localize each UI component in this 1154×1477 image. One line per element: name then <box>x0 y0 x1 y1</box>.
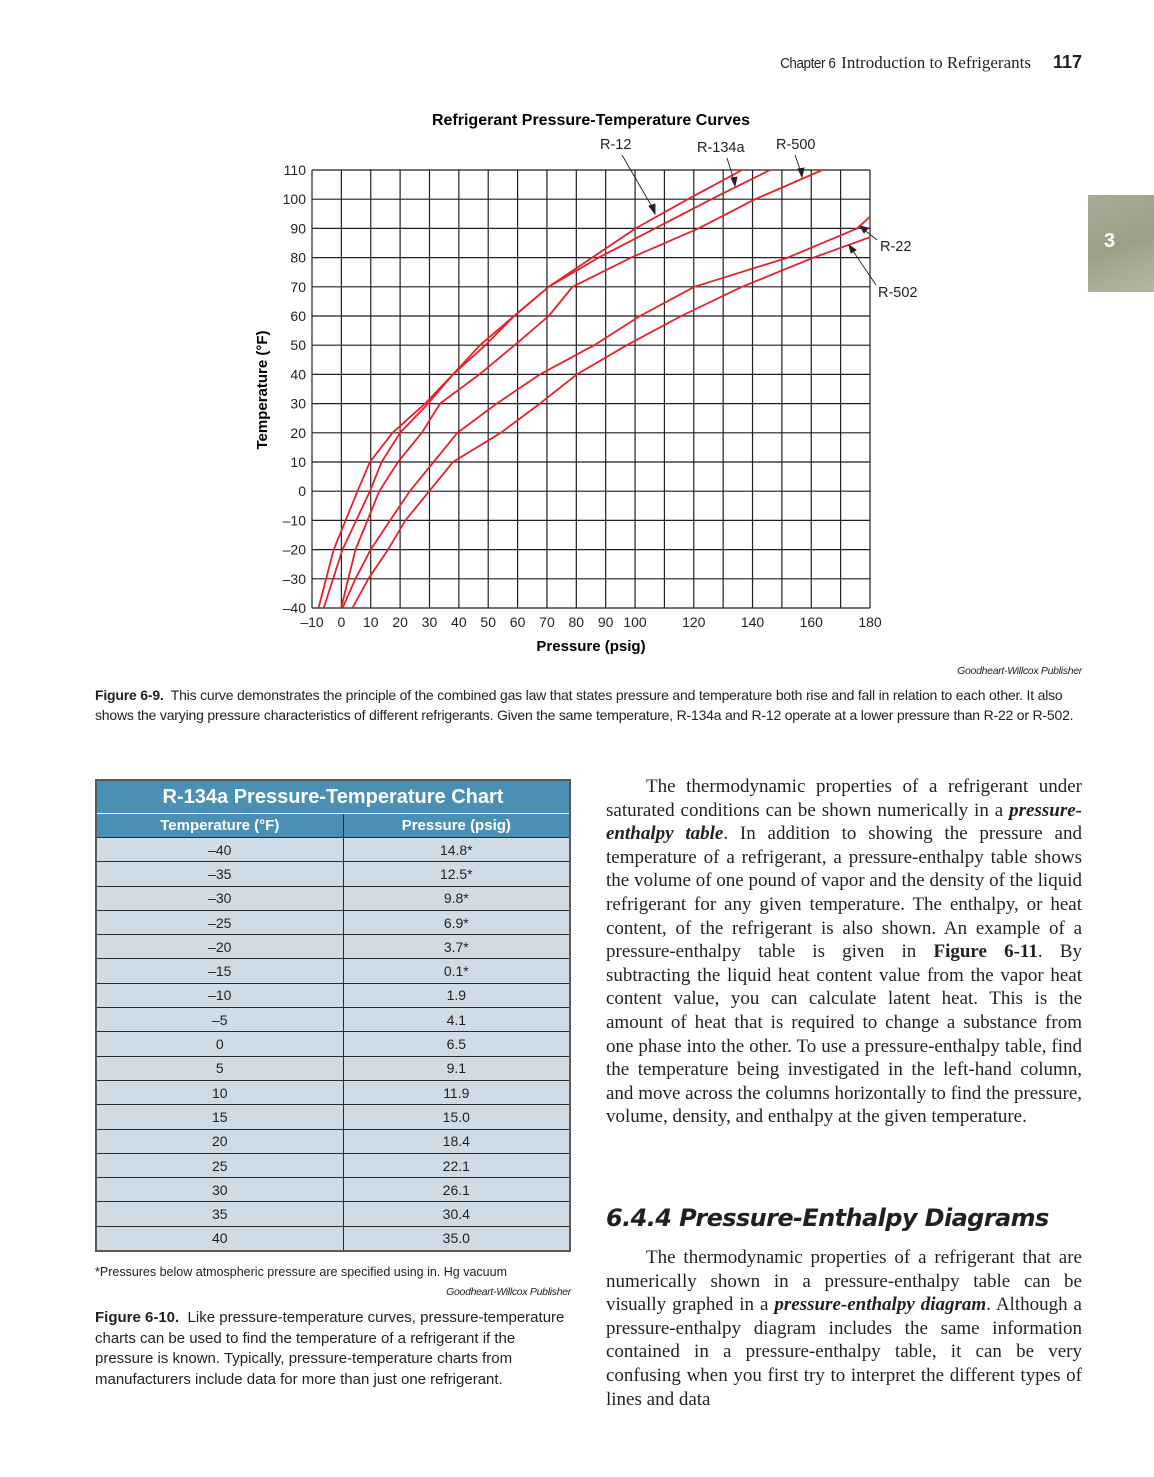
y-tick-label: 10 <box>290 454 306 470</box>
table-row <box>96 935 570 959</box>
figure-reference: Figure 6-11 <box>933 941 1038 963</box>
pressure-cell: 3.7* <box>343 935 570 959</box>
temperature-cell: –15 <box>96 959 343 983</box>
temperature-cell: 0 <box>96 1032 343 1056</box>
pressure-cell: 30.4 <box>343 1202 570 1226</box>
x-tick-label: 90 <box>597 614 614 630</box>
pressure-cell: 26.1 <box>343 1178 570 1202</box>
x-tick-label: 180 <box>858 614 882 630</box>
page-number: 117 <box>1052 52 1082 72</box>
table-credit: Goodheart-Willcox Publisher <box>446 1286 571 1298</box>
caption-text: Like pressure-temperature curves, pressure-temperature charts can be used to find the temperature of a refrigerant if the pressure is known. Typically, pressure-temperature charts from manufacturers include data for more than just one refrigerant. <box>95 1309 565 1388</box>
chapter-title: Introduction to Refrigerants <box>841 53 1031 72</box>
pressure-cell: 9.8* <box>343 886 570 910</box>
temperature-cell: –10 <box>96 983 343 1007</box>
y-tick-label: 90 <box>290 220 306 237</box>
temperature-cell: 40 <box>96 1226 343 1251</box>
caption-label: Figure 6-9. <box>95 687 164 703</box>
column-header-pressure: Pressure (psig) <box>343 814 570 838</box>
table-row <box>96 1032 570 1056</box>
y-tick-label: 40 <box>290 366 306 383</box>
body-paragraph-2 <box>606 1246 1082 1411</box>
table-row <box>96 959 570 983</box>
curve-r-502 <box>353 237 871 608</box>
y-tick-label: 80 <box>290 249 306 266</box>
x-tick-label: 40 <box>451 614 467 630</box>
temperature-cell: –20 <box>96 935 343 959</box>
pressure-temperature-chart <box>240 100 940 660</box>
temperature-cell: 30 <box>96 1178 343 1202</box>
label-r12: R-12 <box>600 137 632 153</box>
y-tick-label: –30 <box>282 570 306 587</box>
y-tick-label: 50 <box>290 337 306 354</box>
key-term: pressure-enthalpy table <box>606 799 1082 845</box>
table-row <box>96 1056 570 1080</box>
label-r22: R-22 <box>880 239 912 255</box>
section-heading: 6.4.4 Pressure-Enthalpy Diagrams <box>606 1204 1049 1232</box>
pressure-cell: 0.1* <box>343 959 570 983</box>
chapter-label: Chapter 6 <box>779 55 836 72</box>
column-header-temperature: Temperature (°F) <box>96 814 343 838</box>
chart-grid <box>312 170 870 608</box>
r134a-pt-table <box>95 779 571 1252</box>
text-run: . In addition to showing the pressure and temperature of a refrigerant, a pressure-enthalpy table shows the volume of one pound of vapor and the density of the liquid refrigerant for any given temperature. The enthalpy, or heat content, of the refrigerant is also shown. An example of a pressure-enthalpy table is given in <box>606 823 1082 963</box>
text-run: . Although a pressure-enthalpy diagram includes the same information contained in a pressure-enthalpy table, it can be very confusing when you first try to interpret the different types of lines and data <box>606 1294 1082 1410</box>
y-tick-label: 30 <box>290 395 306 412</box>
x-axis-label: Pressure (psig) <box>536 638 646 655</box>
text-run: The thermodynamic properties of a refrigerant under saturated conditions can be shown numerically in a <box>606 776 1082 821</box>
x-tick-label: –10 <box>300 614 324 630</box>
text-run: The thermodynamic properties of a refrigerant that are numerically shown in a pressure-enthalpy table can be visually graphed in a <box>606 1247 1082 1316</box>
table-row <box>96 1202 570 1226</box>
x-tick-label: 140 <box>740 614 765 630</box>
caption-text: This curve demonstrates the principle of the combined gas law that states pressure and temperature both rise and fall in relation to each other. It also shows the varying pressure characteristics of different refrigerants. Given the same temperature, R-134a and R-12 operate at a lower pressure than R-22 or R-502. <box>95 687 1074 723</box>
table-row <box>96 1153 570 1177</box>
pressure-cell: 14.8* <box>343 838 570 862</box>
table-row <box>96 983 570 1007</box>
pressure-cell: 4.1 <box>343 1008 570 1032</box>
table-row <box>96 1226 570 1251</box>
figure-6-10-caption <box>95 1308 571 1390</box>
table-row <box>96 1105 570 1129</box>
y-tick-label: 60 <box>290 308 306 324</box>
text-run: . By subtracting the liquid heat content value from the vapor heat content value, you can calculate latent heat. This is the amount of heat that is required to change a substance from one phase into the other. To use a pressure-enthalpy table, find the temperature being investigated in the left-hand column, and move across the columns horizontally to find the pressure, volume, density, and enthalpy at the given temperature. <box>606 941 1082 1128</box>
table-row <box>96 1080 570 1104</box>
x-tick-label: 0 <box>337 614 346 630</box>
pressure-cell: 11.9 <box>343 1080 570 1104</box>
table-row <box>96 1008 570 1032</box>
body-paragraph-1 <box>606 775 1082 1129</box>
temperature-cell: 20 <box>96 1129 343 1153</box>
pressure-cell: 6.9* <box>343 910 570 934</box>
table-row <box>96 862 570 886</box>
x-tick-label: 60 <box>509 614 526 630</box>
x-tick-label: 30 <box>421 614 438 630</box>
figure-credit: Goodheart-Willcox Publisher <box>957 665 1082 677</box>
temperature-cell: –5 <box>96 1008 343 1032</box>
pressure-cell: 9.1 <box>343 1056 570 1080</box>
curve-r-500 <box>341 170 822 608</box>
pressure-cell: 1.9 <box>343 983 570 1007</box>
x-tick-label: 50 <box>480 614 496 630</box>
x-tick-label: 120 <box>682 614 706 630</box>
y-tick-label: 0 <box>298 483 306 500</box>
temperature-cell: –25 <box>96 910 343 934</box>
y-tick-label: –40 <box>282 600 306 616</box>
pressure-cell: 12.5* <box>343 862 570 886</box>
table-row <box>96 910 570 934</box>
thumb-tab-label: 3 <box>1104 230 1116 252</box>
label-r502: R-502 <box>878 285 918 301</box>
temperature-cell: 35 <box>96 1202 343 1226</box>
table-row <box>96 1129 570 1153</box>
curve-r-12 <box>319 170 743 608</box>
temperature-cell: –30 <box>96 886 343 910</box>
refrigerant-curves <box>319 170 871 608</box>
x-tick-label: 160 <box>799 614 823 630</box>
table-title: R-134a Pressure-Temperature Chart <box>96 780 570 814</box>
label-r134a: R-134a <box>697 140 745 156</box>
x-tick-label: 100 <box>623 614 647 630</box>
chart-title: Refrigerant Pressure-Temperature Curves <box>431 112 751 129</box>
section-thumb-tab <box>1088 195 1154 292</box>
y-tick-label: –20 <box>282 541 306 558</box>
y-tick-label: 20 <box>290 424 306 441</box>
y-tick-label: 110 <box>283 162 306 178</box>
temperature-cell: 10 <box>96 1080 343 1104</box>
pressure-cell: 22.1 <box>343 1153 570 1177</box>
table-row <box>96 1178 570 1202</box>
table-row <box>96 838 570 862</box>
table-row <box>96 886 570 910</box>
temperature-cell: 5 <box>96 1056 343 1080</box>
y-tick-label: 100 <box>282 191 306 208</box>
pressure-cell: 18.4 <box>343 1129 570 1153</box>
pressure-cell: 6.5 <box>343 1032 570 1056</box>
y-axis-ticks <box>283 162 307 616</box>
temperature-cell: 15 <box>96 1105 343 1129</box>
pressure-cell: 35.0 <box>343 1226 570 1251</box>
pressure-cell: 15.0 <box>343 1105 570 1129</box>
y-tick-label: –10 <box>282 512 306 529</box>
key-term: pressure-enthalpy diagram <box>774 1294 987 1316</box>
temperature-cell: –40 <box>96 838 343 862</box>
x-tick-label: 80 <box>568 614 585 630</box>
x-tick-label: 10 <box>362 614 379 630</box>
temperature-cell: –35 <box>96 862 343 886</box>
x-tick-label: 20 <box>392 614 408 630</box>
running-head <box>774 52 1082 73</box>
figure-6-9-caption <box>95 685 1085 725</box>
x-tick-label: 70 <box>539 614 555 630</box>
temperature-cell: 25 <box>96 1153 343 1177</box>
y-tick-label: 70 <box>290 278 306 295</box>
x-axis-ticks <box>300 614 882 630</box>
table-footnote: *Pressures below atmospheric pressure are specified using in. Hg vacuum <box>95 1265 507 1279</box>
label-r500: R-500 <box>776 137 816 153</box>
caption-label: Figure 6-10. <box>95 1309 180 1326</box>
y-axis-label: Temperature (°F) <box>254 330 271 450</box>
